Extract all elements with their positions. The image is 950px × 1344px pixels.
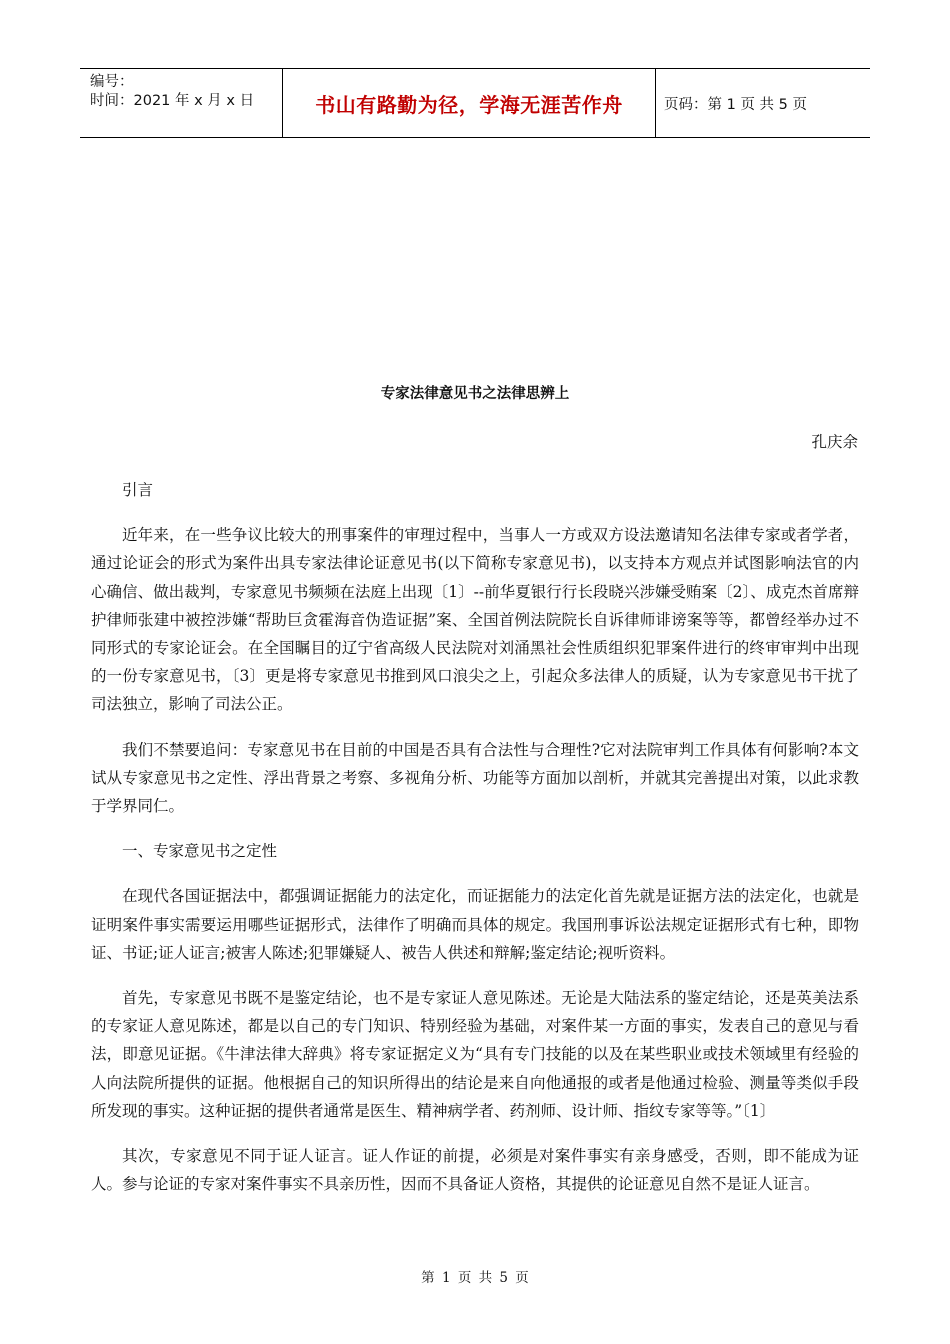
- document-title: 专家法律意见书之法律思辨上: [380, 386, 570, 402]
- header-motto-cell: [282, 69, 656, 137]
- header-meta: [80, 69, 282, 137]
- paragraph: 首先，专家意见书既不是鉴定结论，也不是专家证人意见陈述。无论是大陆法系的鉴定结论，还是英美法系的专家证人意见陈述，都是以自己的专门知识、特别经验为基础，对案件某一方面的事实，发表自己的意见与看法，即意见证据。《牛津法律大辞典》将专家证据定义为“具有专门技能的以及在某些职业或技术领域里有经验的人向法院所提供的证据。他根据自己的知识所得出的结论是来自向他通报的或者是他通过检验、测量等类似手段所发现的事实。这种证据的提供者通常是医生、精神病学者、药剂师、设计师、指纹专家等等。”〔1〕: [91, 989, 859, 1120]
- document-author: 孔庆余: [811, 433, 858, 451]
- document-header: [80, 68, 870, 138]
- document-body: [91, 476, 859, 1215]
- header-motto: 书山有路勤为径，学海无涯苦作舟: [315, 92, 623, 117]
- section-heading: 一、专家意见书之定性: [122, 842, 278, 861]
- header-page-info: 页码：第 1 页 共 5 页: [664, 96, 807, 113]
- paragraph: 在现代各国证据法中，都强调证据能力的法定化，而证据能力的法定化首先就是证据方法的法定化，也就是证明案件事实需要运用哪些证据形式，法律作了明确而具体的规定。我国刑事诉讼法规定证据形式有七种，即物证、书证;证人证言;被害人陈述;犯罪嫌疑人、被告人供述和辩解;鉴定结论;视听资料。: [91, 887, 859, 962]
- header-date: 时间：2021 年 x 月 x 日: [90, 93, 255, 109]
- paragraph: 近年来，在一些争议比较大的刑事案件的审理过程中，当事人一方或双方设法邀请知名法律专家或者学者，通过论证会的形式为案件出具专家法律论证意见书(以下简称专家意见书)，以支持本方观点并试图影响法官的内心确信、做出裁判，专家意见书频频在法庭上出现〔1〕--前华夏银行行长段晓兴涉嫌受贿案〔2〕、成克杰首席辩护律师张建中被控涉嫌“帮助巨贪霍海音伪造证据”案、全国首例法院院长自诉律师诽谤案等等，都曾经举办过不同形式的专家论证会。在全国瞩目的辽宁省高级人民法院对刘涌黑社会性质组织犯罪案件进行的终审审判中出现的一份专家意见书，〔3〕更是将专家意见书推到风口浪尖之上，引起众多法律人的质疑，认为专家意见书干扰了司法独立，影响了司法公正。: [91, 526, 859, 714]
- header-number-label: 编号：: [90, 74, 134, 90]
- paragraph: 其次，专家意见不同于证人证言。证人作证的前提，必须是对案件事实有亲身感受，否则，即不能成为证人。参与论证的专家对案件事实不具亲历性，因而不具备证人资格，其提供的论证意见自然不是证人证言。: [91, 1147, 859, 1194]
- paragraph: 我们不禁要追问：专家意见书在目前的中国是否具有合法性与合理性?它对法院审判工作具体有何影响?本文试从专家意见书之定性、浮出背景之考察、多视角分析、功能等方面加以剖析，并就其完善提出对策，以此求教于学界同仁。: [91, 740, 859, 816]
- paragraph: 引言: [122, 481, 154, 499]
- page-footer: 第 1 页 共 5 页: [421, 1270, 529, 1286]
